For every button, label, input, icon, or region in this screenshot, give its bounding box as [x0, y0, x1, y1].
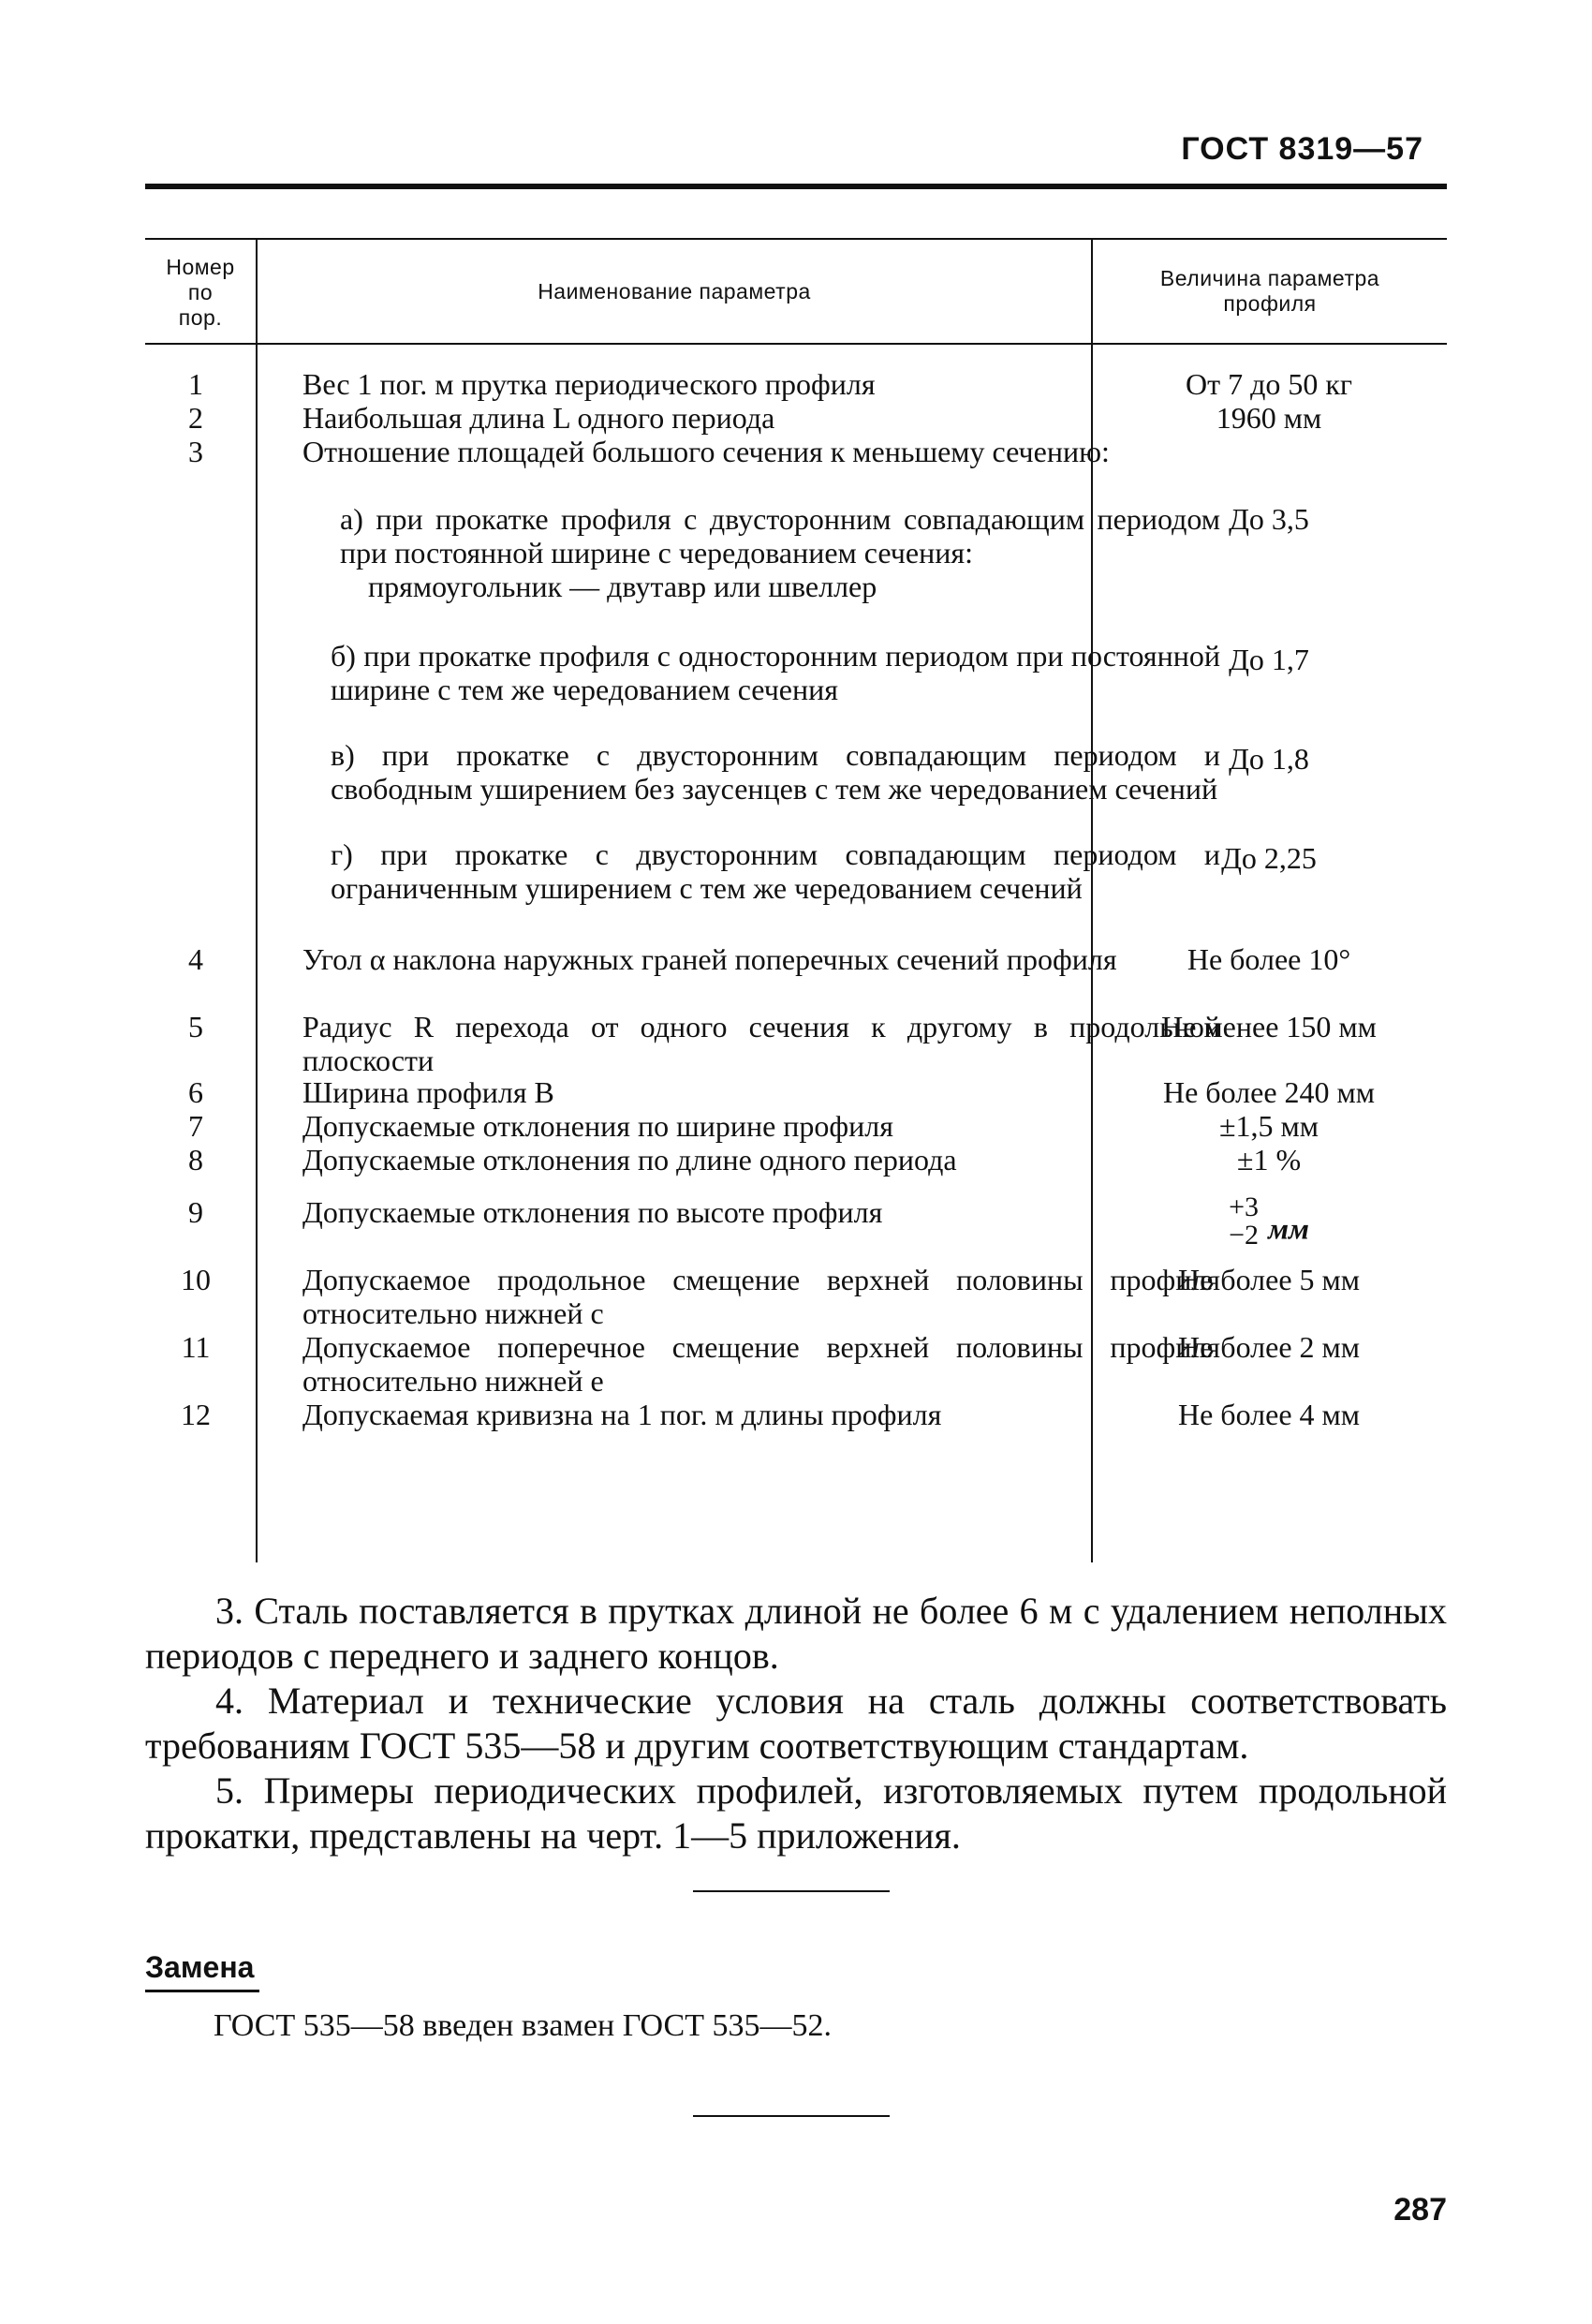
document-code: ГОСТ 8319—57	[1181, 131, 1423, 167]
page-number: 287	[1393, 2192, 1447, 2228]
header-bottom-rule	[145, 343, 1447, 345]
height-tolerance: +3 −2 мм	[1229, 1192, 1309, 1251]
amendment-underline	[145, 1990, 259, 1992]
body-paragraphs	[145, 1589, 1447, 1858]
header-rule	[145, 184, 1447, 189]
header-name: Наименование параметра	[538, 279, 811, 303]
separator-rule	[693, 2115, 890, 2117]
header-value: Величина параметра профиля	[1159, 266, 1380, 316]
amendment-heading: Замена	[145, 1950, 255, 1984]
paragraph: 3. Сталь поставляется в прутках длиной не более 6 м с удалением неполных периодов с переднего и заднего концов.	[145, 1590, 1447, 1677]
column-divider	[256, 345, 258, 1562]
amendment-text: ГОСТ 535—58 введен взамен ГОСТ 535—52.	[214, 2008, 832, 2043]
paragraph: 4. Материал и технические условия на сталь должны соответствовать требованиям ГОСТ 535—58 и другим соответствующим стандартам.	[145, 1680, 1447, 1767]
header-num: Номер по пор.	[166, 255, 235, 330]
paragraph: 5. Примеры периодических профилей, изготовляемых путем продольной прокатки, представлены на черт. 1—5 приложения.	[145, 1769, 1447, 1857]
separator-rule	[693, 1890, 890, 1892]
table-top-rule	[145, 238, 1447, 240]
